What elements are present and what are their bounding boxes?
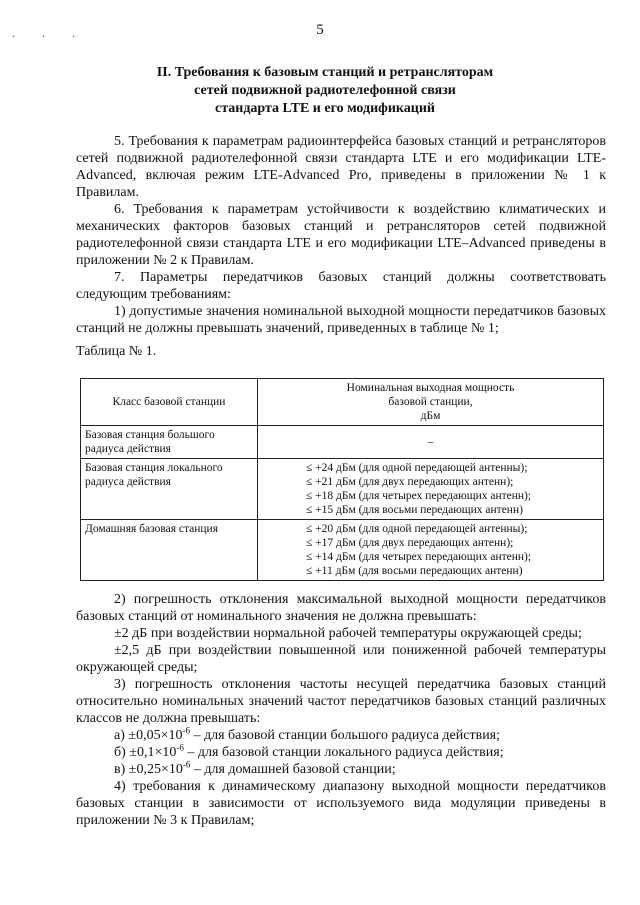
paragraph-7-1: 1) допустимые значения номинальной выходной мощности передатчиков базовых станций не должны превышать значений, приведенных в таблице № 1; [76, 304, 606, 336]
table-row [81, 520, 604, 581]
table-cell-class: Базовая станция большого радиуса действия [81, 426, 258, 459]
header-class: Класс базовой станции [81, 379, 258, 426]
table-caption: Таблица № 1. [76, 344, 157, 359]
freq-exponent: -6 [176, 742, 184, 753]
value-line: ≤ +15 дБм (для восьми передающих антенн) [306, 504, 523, 516]
table-cell-value: – [258, 426, 604, 459]
value-line: ≤ +20 дБм (для одной передающей антенны); [306, 523, 528, 535]
power-table [80, 378, 604, 581]
list-item [76, 727, 606, 744]
value-line: ≤ +14 дБм (для четырех передающих антенн); [306, 551, 532, 563]
freq-base: ±0,05×10 [128, 728, 183, 743]
freq-exponent: -6 [182, 725, 190, 736]
paragraph-6: 6. Требования к параметрам устойчивости к воздействию климатических и механических факторов базовых станций и ретрансляторов сетей подвижной радиотелефонной связи стандарта LTE и его модификации LTE–Advanced приведены в приложении № 2 к Правилам. [76, 202, 606, 268]
section-title-line: сетей подвижной радиотелефонной связи [194, 83, 456, 98]
freq-desc: – для базовой станции локального радиуса действия; [183, 745, 504, 760]
header-power-line: дБм [420, 410, 441, 422]
list-letter: б) [114, 745, 126, 760]
table-cell-class: Домашняя базовая станция [81, 520, 258, 581]
page-number: 5 [316, 22, 324, 38]
tolerance-normal: ±2 дБ при воздействии нормальной рабочей температуры окружающей среды; [114, 626, 582, 641]
list-item [76, 744, 606, 761]
list-item [76, 761, 606, 778]
table-cell-value [258, 459, 604, 520]
paragraph-7: 7. Параметры передатчиков базовых станций должны соответствовать следующим требованиям: [76, 270, 606, 302]
value-line: ≤ +24 дБм (для одной передающей антенны); [306, 462, 528, 474]
value-line: ≤ +21 дБм (для двух передающих антенн); [306, 476, 514, 488]
paragraph-7-4: 4) требования к динамическому диапазону выходной мощности передатчиков базовых станции в зависимости от используемого вида модуляции приведены в приложении № 3 к Правилам; [76, 779, 606, 828]
value-line: ≤ +17 дБм (для двух передающих антенн); [306, 537, 514, 549]
document-body [76, 133, 606, 829]
freq-exponent: -6 [182, 759, 191, 770]
freq-base: ±0,25×10 [128, 762, 183, 777]
freq-base: ±0,1×10 [129, 745, 177, 760]
table-row [81, 459, 604, 520]
freq-desc: – для домашней базовой станции; [190, 762, 396, 777]
header-power-line: базовой станции, [388, 396, 473, 408]
table-cell-value [258, 520, 604, 581]
section-title-line: II. Требования к базовым станций и ретрансляторам [156, 65, 494, 80]
tolerance-extreme: ±2,5 дБ при воздействии повышенной или пониженной рабочей температуры окружающей среды; [76, 643, 606, 675]
paragraph-7-3: 3) погрешность отклонения частоты несущей передатчика базовых станций относительно номинальных значений частот передатчиков базовых станций различных классов не должна превышать: [76, 677, 606, 726]
list-letter: в) [114, 762, 126, 777]
value-line: ≤ +11 дБм (для восьми передающих антенн) [306, 565, 523, 577]
freq-desc: – для базовой станции большого радиуса действия; [189, 728, 501, 743]
paragraph-7-2: 2) погрешность отклонения максимальной выходной мощности передатчиков базовых станций от номинального значения не должна превышать: [76, 592, 606, 624]
value-line: ≤ +18 дБм (для четырех передающих антенн); [306, 490, 532, 502]
paragraph-5: 5. Требования к параметрам радиоинтерфейса базовых станций и ретрансляторов сетей подвижной радиотелефонной связи стандарта LTE и его модификации LTE-Advanced, включая режим LTE-Advanced Pro, приведены в приложении № 1 к Правилам. [76, 134, 606, 200]
section-title-line: стандарта LTE и его модификаций [215, 101, 435, 116]
header-power [258, 379, 604, 426]
section-title [60, 64, 590, 118]
table-cell-class: Базовая станция локального радиуса действия [81, 459, 258, 520]
table-row [81, 426, 604, 459]
table-header-row [81, 379, 604, 426]
margin-marks: . . . [12, 26, 87, 40]
header-power-line: Номинальная выходная мощность [346, 382, 515, 394]
list-letter: а) [114, 728, 125, 743]
